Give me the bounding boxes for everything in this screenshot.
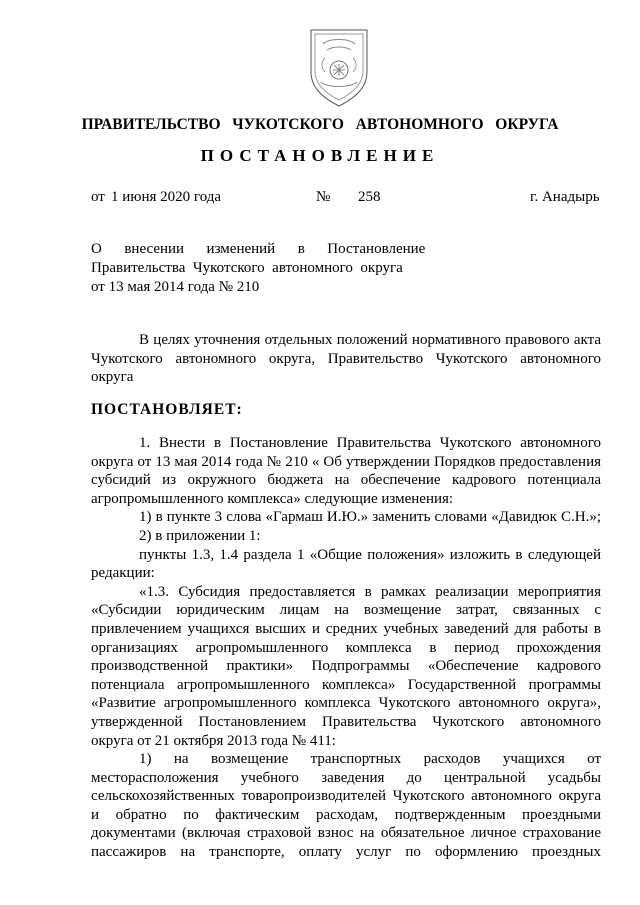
coat-of-arms-emblem xyxy=(305,24,373,108)
body-line: «Субсидии юридическим лицам на возмещение затрат, связанных с xyxy=(91,602,601,619)
body-line: агропромышленного комплекса» следующие изменения: xyxy=(91,490,454,507)
body-line: 2) в приложении 1: xyxy=(139,527,261,544)
preamble-line: Чукотского автономного округа, Правительство Чукотского автономного xyxy=(91,350,601,367)
document-type-title: ПОСТАНОВЛЕНИЕ xyxy=(200,146,440,165)
body-line: организациях агропромышленного комплекса в период прохождения xyxy=(91,639,601,656)
body-line: 1) на возмещение транспортных расходов учащихся от xyxy=(139,751,601,768)
body-line: и обратно по фактическим расходам, подтвержденным проездными xyxy=(91,806,601,823)
body-line: округа от 21 октября 2013 года № 411: xyxy=(91,732,336,749)
body-line: «1.3. Субсидия предоставляется в рамках реализации мероприятия xyxy=(139,583,601,600)
body-line: привлечением учащихся высших и средних учебных заведений для работы в xyxy=(91,620,601,637)
resolves-heading: ПОСТАНОВЛЯЕТ: xyxy=(91,401,243,418)
body-line: редакции: xyxy=(91,565,155,582)
preamble-paragraph xyxy=(91,331,601,387)
body-line: округа от 13 мая 2014 года № 210 « Об утверждении Порядков предоставления xyxy=(91,453,601,470)
city-name: г. Анадырь xyxy=(530,189,600,205)
decree-body xyxy=(91,434,601,862)
body-line: субсидий из окружного бюджета на обеспечение кадрового потенциала xyxy=(91,472,601,489)
subject-line: от 13 мая 2014 года № 210 xyxy=(91,279,260,295)
preamble-line: округа xyxy=(91,369,134,386)
body-line: месторасположения учебного заведения до центральной усадьбы xyxy=(91,769,601,786)
body-line: 1. Внести в Постановление Правительства Чукотского автономного xyxy=(139,435,601,451)
body-line: документами (включая страховой взнос на обязательное личное страхование xyxy=(91,825,601,842)
body-line: сельскохозяйственных товаропроизводителей Чукотского автономного округа xyxy=(91,788,601,805)
body-line: утвержденной Постановлением Правительства Чукотского автономного xyxy=(91,713,601,730)
decree-number: 258 xyxy=(358,189,381,205)
body-line: «Развитие агропромышленного комплекса Чукотского автономного округа», xyxy=(91,695,601,712)
body-line: пассажиров на транспорте, оплату услуг по оформлению проездных xyxy=(91,844,601,861)
body-line: 1) в пункте 3 слова «Гармаш И.Ю.» заменить словами «Давидюк С.Н.»; xyxy=(139,509,601,526)
date-prefix-label: от xyxy=(91,189,105,205)
decree-date: 1 июня 2020 года xyxy=(111,189,222,205)
body-line: производственной практики» Подпрограммы «Обеспечение кадрового xyxy=(91,658,601,675)
body-line: потенциала агропромышленного комплекса» Государственной программы xyxy=(91,676,601,693)
government-title: ПРАВИТЕЛЬСТВО ЧУКОТСКОГО АВТОНОМНОГО ОКРУГА xyxy=(81,116,559,133)
subject-line: О внесении изменений в Постановление xyxy=(91,241,426,257)
preamble-line: В целях уточнения отдельных положений нормативного правового акта xyxy=(139,332,601,348)
body-line: пункты 1.3, 1.4 раздела 1 «Общие положения» изложить в следующей xyxy=(139,546,601,563)
decree-subject xyxy=(91,240,426,297)
subject-line: Правительства Чукотского автономного округа xyxy=(91,260,403,276)
decree-number-label: № xyxy=(316,189,331,205)
